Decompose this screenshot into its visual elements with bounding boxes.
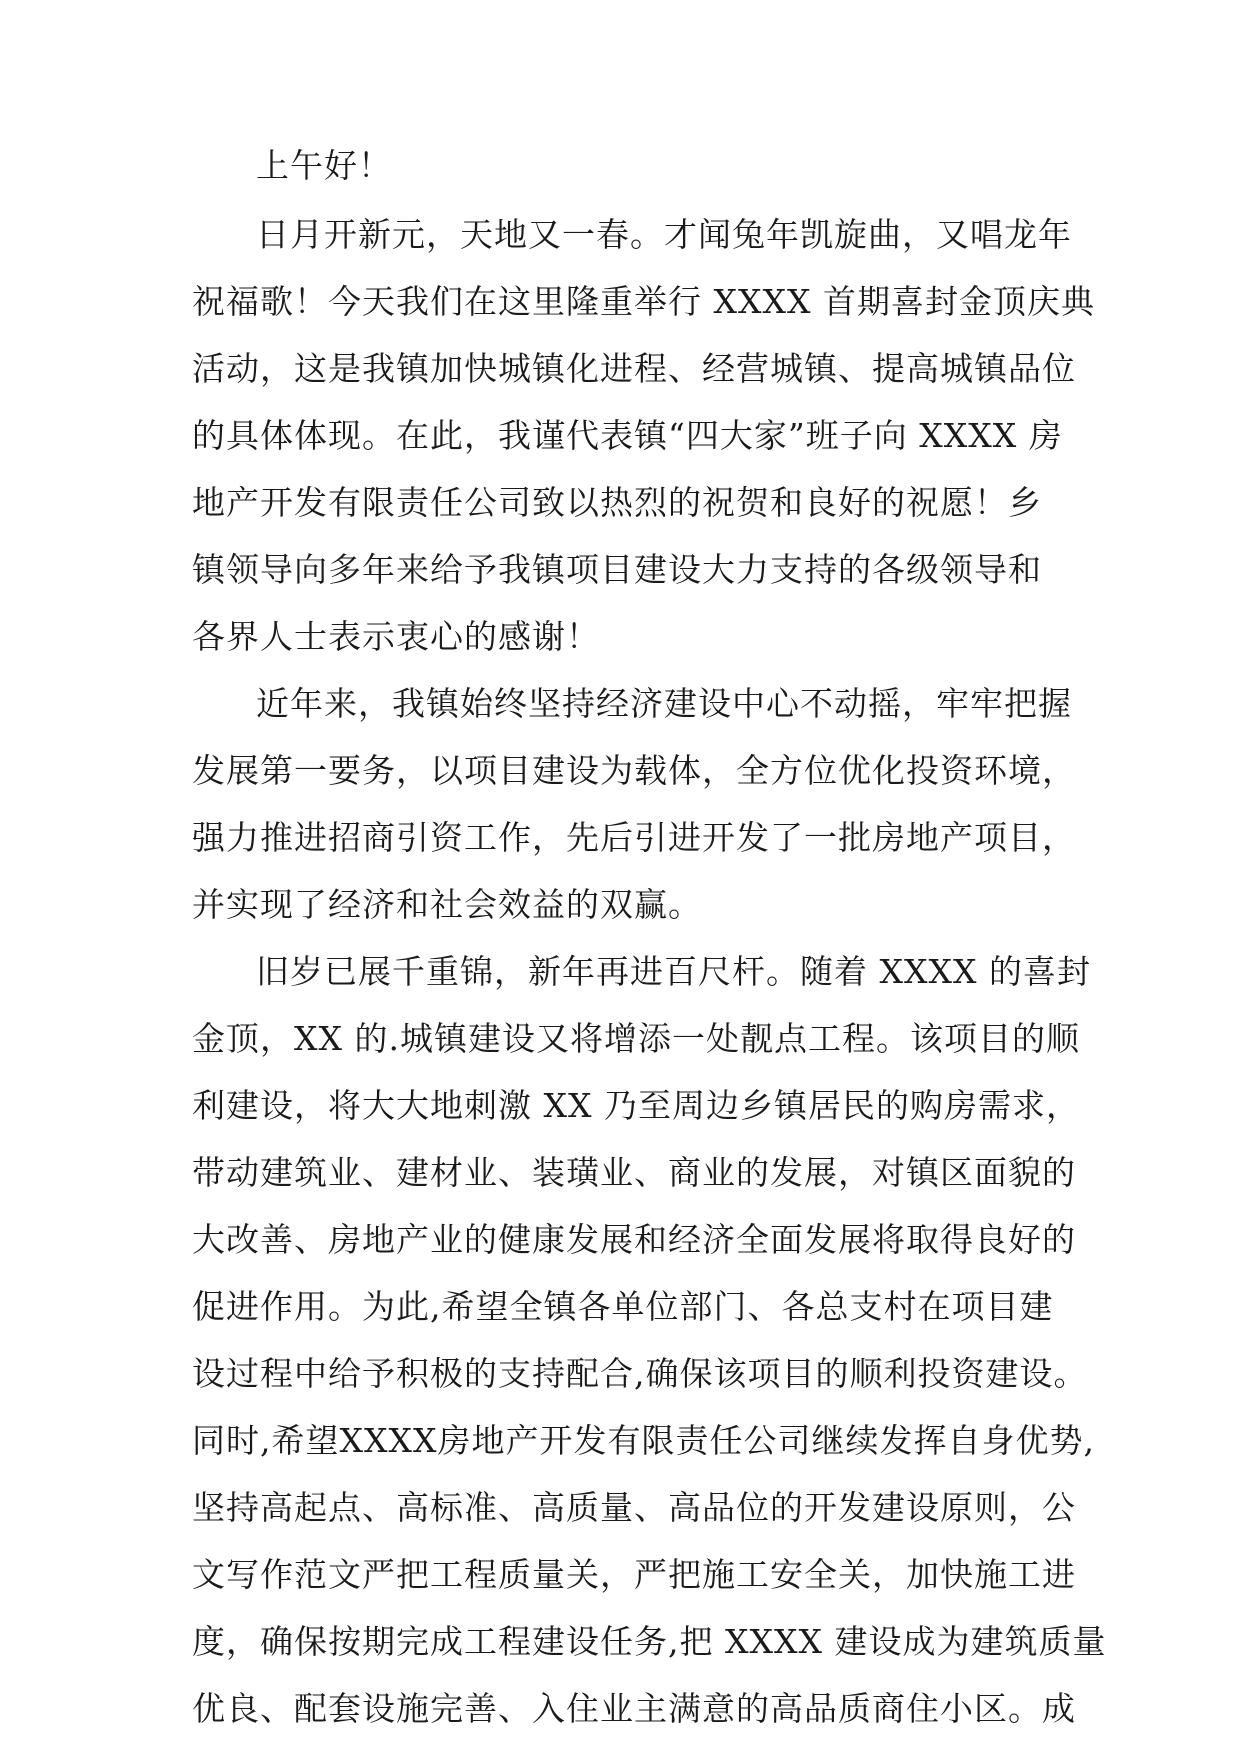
paragraph-1-line-5: 地产开发有限责任公司致以热烈的祝贺和良好的祝愿！乡	[192, 483, 1042, 522]
paragraph-3-line-4: 带动建筑业、建材业、装璜业、商业的发展，对镇区面貌的	[192, 1153, 1076, 1192]
paragraph-3-line-10: 文写作范文严把工程质量关，严把施工安全关，加快施工进	[192, 1555, 1076, 1594]
paragraph-3-line-8: 同时,希望XXXX房地产开发有限责任公司继续发挥自身优势,	[192, 1421, 1095, 1460]
paragraph-2-line-4: 并实现了经济和社会效益的双赢。	[192, 885, 702, 924]
paragraph-3-line-1: 旧岁已展千重锦，新年再进百尺杆。随着 XXXX 的喜封	[256, 952, 1091, 991]
paragraph-3-line-9: 坚持高起点、高标准、高质量、高品位的开发建设原则，公	[192, 1488, 1076, 1527]
paragraph-2-line-3: 强力推进招商引资工作，先后引进开发了一批房地产项目，	[192, 818, 1076, 857]
paragraph-1-line-4: 的具体体现。在此，我谨代表镇“四大家”班子向 XXXX 房	[192, 416, 1063, 455]
paragraph-1-line-1: 日月开新元，天地又一春。才闻兔年凯旋曲，又唱龙年	[256, 215, 1072, 254]
paragraph-3-line-5: 大改善、房地产业的健康发展和经济全面发展将取得良好的	[192, 1220, 1076, 1259]
paragraph-3-line-6: 促进作用。为此,希望全镇各单位部门、各总支村在项目建	[192, 1287, 1054, 1326]
paragraph-3-line-11: 度，确保按期完成工程建设任务,把 XXXX 建设成为建筑质量	[192, 1622, 1107, 1661]
paragraph-1-line-2: 祝福歌！今天我们在这里隆重举行 XXXX 首期喜封金顶庆典	[192, 282, 1095, 321]
paragraph-2-line-2: 发展第一要务，以项目建设为载体，全方位优化投资环境，	[192, 751, 1076, 790]
paragraph-3-line-3: 利建设，将大大地刺激 XX 乃至周边乡镇居民的购房需求，	[192, 1086, 1080, 1125]
paragraph-3-line-2: 金顶，XX 的.城镇建设又将增添一处靓点工程。该项目的顺	[192, 1019, 1080, 1058]
paragraph-3-line-7: 设过程中给予积极的支持配合,确保该项目的顺利投资建设。	[192, 1354, 1088, 1393]
paragraph-2-line-1: 近年来，我镇始终坚持经济建设中心不动摇，牢牢把握	[256, 684, 1072, 723]
paragraph-1-line-7: 各界人士表示衷心的感谢！	[192, 617, 600, 656]
greeting-line: 上午好！	[256, 146, 392, 185]
paragraph-3-line-12: 优良、配套设施完善、入住业主满意的高品质商住小区。成	[192, 1689, 1076, 1728]
paragraph-1-line-6: 镇领导向多年来给予我镇项目建设大力支持的各级领导和	[192, 550, 1042, 589]
paragraph-1-line-3: 活动，这是我镇加快城镇化进程、经营城镇、提高城镇品位	[192, 349, 1076, 388]
